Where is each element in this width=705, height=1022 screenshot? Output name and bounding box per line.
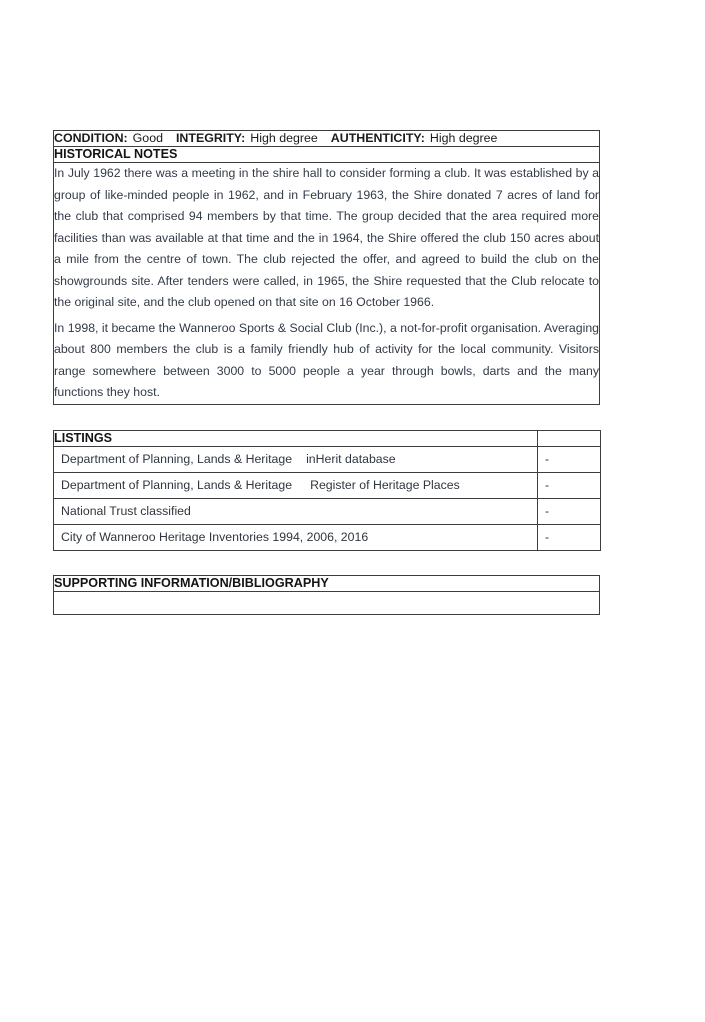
supporting-heading: SUPPORTING INFORMATION/BIBLIOGRAPHY bbox=[54, 575, 600, 591]
assessment-cell: CONDITION: Good INTEGRITY: High degree AUTHENTICITY: High degree bbox=[54, 131, 600, 147]
condition-label: CONDITION bbox=[54, 131, 124, 145]
historical-notes-body bbox=[54, 163, 600, 405]
historical-notes-heading: HISTORICAL NOTES bbox=[54, 147, 600, 163]
table-row bbox=[54, 498, 601, 524]
integrity-label: INTEGRITY: bbox=[175, 131, 246, 145]
document-body bbox=[53, 130, 600, 615]
listing-authority-cell bbox=[54, 472, 538, 498]
historical-notes-table bbox=[53, 130, 600, 405]
historical-notes-body-row bbox=[54, 163, 600, 405]
section-spacer bbox=[53, 405, 600, 430]
authenticity-label: AUTHENTICITY bbox=[330, 131, 421, 145]
listing-value: - bbox=[538, 446, 601, 472]
listing-authority: Department of Planning, Lands & Heritage bbox=[61, 451, 293, 466]
listings-heading: LISTINGS bbox=[54, 430, 538, 446]
listing-authority: City of Wanneroo Heritage Inventories 1994, 2006, 2016 bbox=[61, 529, 369, 544]
table-row bbox=[54, 472, 601, 498]
listing-value: - bbox=[538, 472, 601, 498]
listing-authority: Department of Planning, Lands & Heritage bbox=[61, 477, 293, 492]
historical-notes-heading-row bbox=[54, 147, 600, 163]
supporting-body-row bbox=[54, 591, 600, 614]
listing-register: inHerit database bbox=[306, 451, 396, 466]
historical-notes-paragraph: In 1998, it became the Wanneroo Sports & Social Club (Inc.), a not-for-profit organisation. Averaging about 800 members the club is a family friendly hub of activity for the local community. Visitors range somewhere between 3000 to 5000 people a year through bowls, darts and the many functions they host. bbox=[54, 320, 599, 399]
listings-table bbox=[53, 430, 601, 551]
section-spacer bbox=[53, 551, 600, 575]
listing-authority-cell bbox=[54, 446, 538, 472]
integrity-value: High degree bbox=[250, 131, 318, 145]
table-row bbox=[54, 446, 601, 472]
listings-heading-value bbox=[538, 430, 601, 446]
table-row bbox=[54, 524, 601, 550]
listing-authority-cell bbox=[54, 498, 538, 524]
listing-value: - bbox=[538, 498, 601, 524]
listings-heading-row bbox=[54, 430, 601, 446]
listing-authority: National Trust classified bbox=[61, 503, 191, 518]
assessment-row bbox=[54, 131, 600, 147]
listing-value: - bbox=[538, 524, 601, 550]
supporting-heading-row bbox=[54, 575, 600, 591]
historical-notes-paragraph: In July 1962 there was a meeting in the shire hall to consider forming a club. It was established by a group of like-minded people in 1962, and in February 1963, the Shire donated 7 acres of land for the club that comprised 94 members by that time. The group decided that the area required more facilities than was available at that time and the in 1964, the Shire offered the club 150 acres about a mile from the centre of town. The club rejected the offer, and agreed to build the club on the showgrounds site. After tenders were called, in 1965, the Shire requested that the Club relocate to the original site, and the club opened on that site on 16 October 1966. bbox=[54, 166, 599, 309]
listing-authority-cell bbox=[54, 524, 538, 550]
authenticity-value: High degree bbox=[429, 131, 498, 145]
condition-value: Good bbox=[132, 131, 163, 145]
listing-register: Register of Heritage Places bbox=[310, 477, 460, 492]
supporting-body bbox=[54, 591, 600, 614]
supporting-information-table bbox=[53, 575, 600, 615]
